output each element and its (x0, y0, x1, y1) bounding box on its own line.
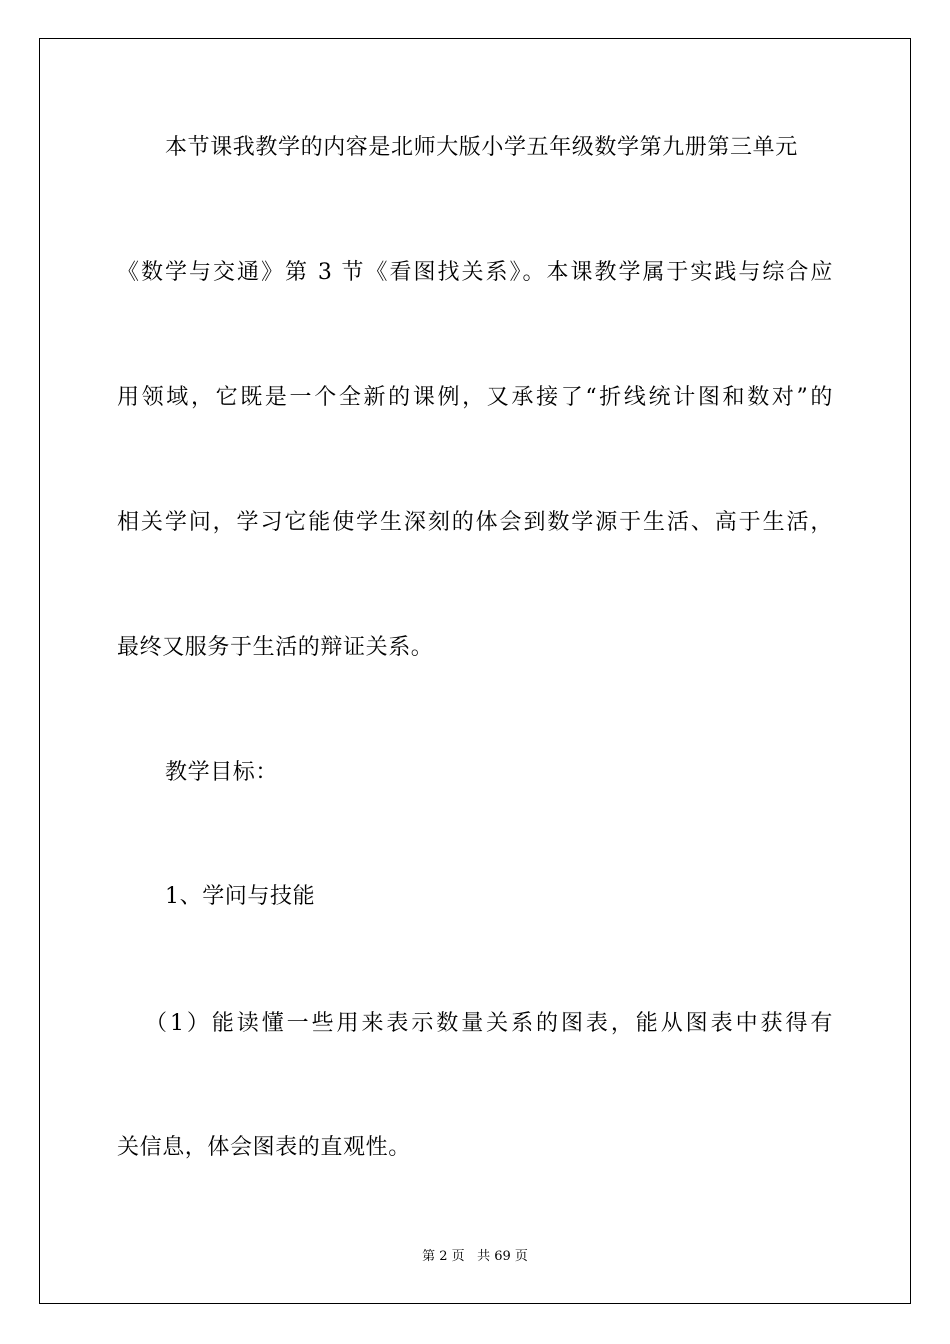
paragraph-line: 关信息，体会图表的直观性。 (117, 1135, 411, 1160)
page-number: 第 2 页 (422, 1249, 465, 1264)
page-total: 共 69 页 (477, 1249, 528, 1264)
page-frame (39, 38, 911, 1304)
paragraph-line: 相关学问，学习它能使学生深刻的体会到数学源于生活、高于生活， (117, 510, 833, 535)
paragraph-line: 本节课我教学的内容是北师大版小学五年级数学第九册第三单元 (165, 135, 798, 160)
page-footer (0, 1248, 950, 1266)
section-heading: 教学目标： (165, 760, 279, 785)
paragraph-line: （1）能读懂一些用来表示数量关系的图表，能从图表中获得有 (145, 1011, 833, 1036)
paragraph-line: 最终又服务于生活的辩证关系。 (117, 635, 434, 660)
subsection-heading: 1、学问与技能 (165, 884, 316, 909)
paragraph-line: 《数学与交通》第 3 节《看图找关系》。本课教学属于实践与综合应 (117, 260, 833, 285)
paragraph-line: 用领域，它既是一个全新的课例，又承接了“折线统计图和数对”的 (117, 385, 833, 410)
